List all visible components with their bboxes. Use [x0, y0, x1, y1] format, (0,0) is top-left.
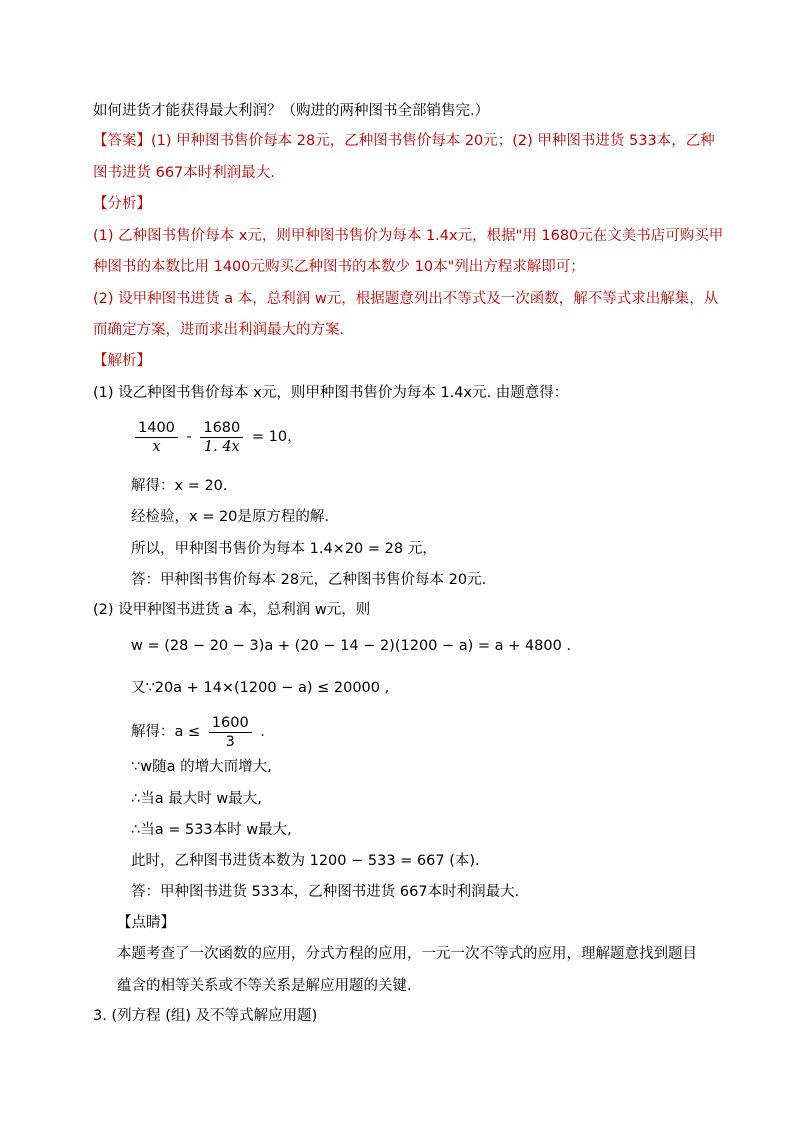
solution-line-1: (1) 设乙种图书售价每本 x元，则甲种图书售价为每本 1.4x元. 由题意得： [93, 385, 569, 401]
fraction-2-denominator: 1. 4x [203, 438, 240, 455]
fraction-3-numerator: 1600 [209, 714, 252, 733]
point-heading: 【点睛】 [117, 915, 175, 931]
point-line-1: 本题考查了一次函数的应用，分式方程的应用，一元一次不等式的应用，理解题意找到题目 [117, 946, 697, 962]
solution-line-4: 所以，甲种图书售价为每本 1.4×20 = 28 元， [131, 541, 437, 557]
fraction-3 [209, 714, 252, 751]
solution-line-9: ∴当a = 533本时 w最大, [131, 822, 292, 838]
fraction-3-denominator: 3 [225, 733, 235, 750]
equation-rhs: = 10， [251, 429, 302, 445]
fraction-1 [135, 419, 178, 456]
next-question-heading: 3. (列方程 (组) 及不等式解应用题) [93, 1008, 318, 1024]
fraction-1-denominator: x [152, 438, 161, 455]
solution-line-3: 经检验，x = 20是原方程的解. [131, 509, 330, 525]
solution-line-10: 此时，乙种图书进货本数为 1200 − 533 = 667 (本). [131, 853, 480, 869]
answer-line-1: 【答案】(1) 甲种图书售价每本 28元，乙种图书售价每本 20元；(2) 甲种图书进货 533本，乙种 [93, 133, 715, 149]
solution-line-6: (2) 设甲种图书进货 a 本，总利润 w元，则 [93, 602, 371, 618]
solution-suffix: . [260, 724, 265, 740]
solution-line-7: ∵w随a 的增大而增大, [131, 759, 272, 775]
solution-heading: 【解析】 [93, 353, 151, 369]
solution-line-5: 答：甲种图书售价每本 28元，乙种图书售价每本 20元. [131, 572, 487, 588]
analysis-line-3: (2) 设甲种图书进货 a 本，总利润 w元，根据题意列出不等式及一次函数，解不等式求出解集，从 [93, 291, 719, 307]
analysis-line-1: (1) 乙种图书售价每本 x元，则甲种图书售价为每本 1.4x元，根据"用 1680元在文美书店可购买甲 [93, 228, 724, 244]
solution-line-8: ∴当a 最大时 w最大, [131, 791, 262, 807]
fraction-2 [200, 419, 243, 456]
solution-prefix: 解得：a ≤ [131, 724, 201, 740]
analysis-line-2: 种图书的本数比用 1400元购买乙种图书的本数少 10本"列出方程求解即可； [93, 259, 585, 275]
fraction-2-numerator: 1680 [200, 419, 243, 438]
equation-profit: w = (28 − 20 − 3)a + (20 − 14 − 2)(1200 − a) = a + 4800 . [131, 638, 572, 654]
answer-line-2: 图书进货 667本时利润最大. [93, 165, 275, 181]
analysis-line-4: 而确定方案，进而求出利润最大的方案. [93, 322, 345, 338]
equation-fraction [131, 417, 302, 457]
fraction-1-numerator: 1400 [135, 419, 178, 438]
equation-constraint: 又∵20a + 14×(1200 − a) ≤ 20000 , [131, 680, 390, 696]
equation-solution [131, 712, 265, 752]
analysis-heading: 【分析】 [93, 196, 151, 212]
minus-sign: - [186, 429, 192, 445]
question-tail: 如何进货才能获得最大利润？（购进的两种图书全部销售完.） [93, 103, 490, 119]
solution-line-11: 答：甲种图书进货 533本，乙种图书进货 667本时利润最大. [131, 884, 520, 900]
point-line-2: 蕴含的相等关系或不等关系是解应用题的关键. [117, 978, 412, 994]
solution-line-2: 解得：x = 20. [131, 478, 228, 494]
